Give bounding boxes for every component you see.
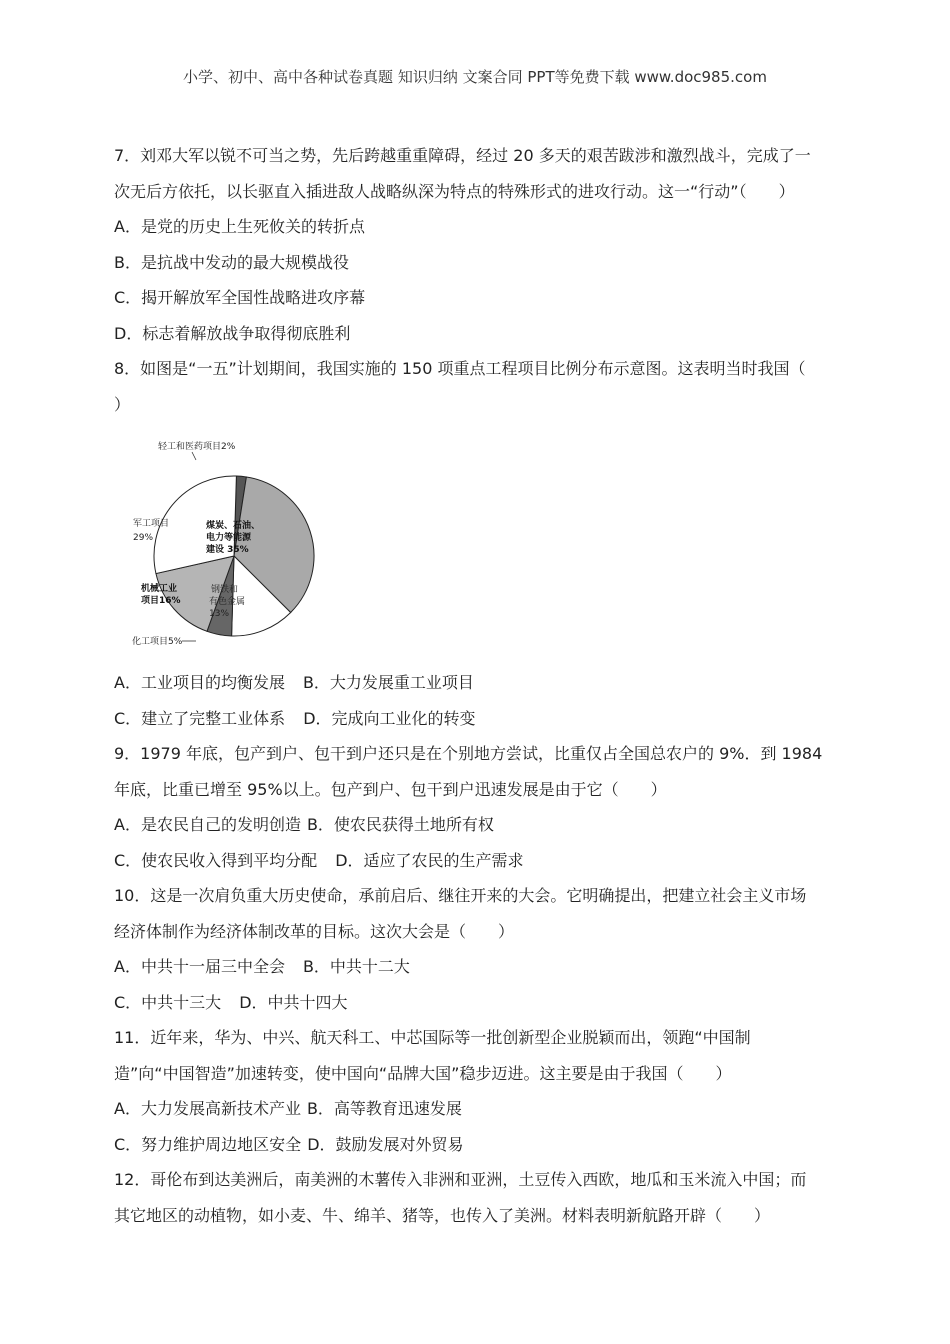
pie-chart <box>114 428 354 665</box>
option-b: B．大力发展重工业项目 <box>302 673 474 692</box>
pie-label-steel-1: 钢铁和 <box>211 585 239 595</box>
question-text-line: 8．如图是“一五”计划期间，我国实施的 150 项重点工程项目比例分布示意图。这表明当时我国（ <box>114 359 806 378</box>
option-d: D．中共十四大 <box>239 992 348 1012</box>
option-row <box>114 807 844 843</box>
option-row <box>114 843 844 879</box>
option-c: C．建立了完整工业体系 <box>114 708 286 728</box>
pie-label-military-1: 军工项目 <box>133 519 170 529</box>
question-10 <box>114 878 844 1020</box>
pie-chart-figure <box>114 428 844 665</box>
option-c: C．中共十三大 <box>114 992 222 1012</box>
pie-label-steel-3: 13% <box>209 609 230 619</box>
document-body <box>114 138 844 1233</box>
question-text-line: ） <box>114 394 131 414</box>
question-12 <box>114 1162 844 1233</box>
option-b: B．中共十二大 <box>302 957 410 976</box>
question-text-line: 经济体制作为经济体制改革的目标。这次大会是（ ） <box>114 921 515 941</box>
option-d: D．完成向工业化的转变 <box>303 708 476 728</box>
option-c: C．使农民收入得到平均分配 <box>114 850 318 870</box>
pie-label-energy-3: 建设 35% <box>206 545 249 555</box>
question-text-line: 12．哥伦布到达美洲后，南美洲的木薯传入非洲和亚洲，土豆传入西欧，地瓜和玉米流入中国；而 <box>114 1170 807 1189</box>
question-text-line: 年底，比重已增至 95%以上。包产到户、包干到户迅速发展是由于它（ ） <box>114 779 667 799</box>
option-b: B．是抗战中发动的最大规模战役 <box>114 252 349 272</box>
option-a: A．工业项目的均衡发展 <box>114 673 285 692</box>
question-9 <box>114 736 844 878</box>
pie-label-military-2: 29% <box>133 533 154 543</box>
pie-label-light-industry: 轻工和医药项目2% <box>158 442 236 452</box>
option-d: D．鼓励发展对外贸易 <box>307 1134 464 1154</box>
pie-label-chemical: 化工项目5% <box>132 637 183 647</box>
option-a: A．中共十一届三中全会 <box>114 957 285 976</box>
option-row <box>114 1091 844 1127</box>
option-a: A．是党的历史上生死攸关的转折点 <box>114 217 365 236</box>
option-row <box>114 949 844 985</box>
question-text-line: 11．近年来，华为、中兴、航天科工、中芯国际等一批创新型企业脱颖而出，领跑“中国制 <box>114 1028 751 1047</box>
question-text-line: 9．1979 年底，包产到户、包干到户还只是在个别地方尝试，比重仅占全国总农户的 9%．到 1984 <box>114 744 823 763</box>
option-row <box>114 1127 844 1163</box>
option-d: D．标志着解放战争取得彻底胜利 <box>114 323 351 343</box>
question-text-line: 其它地区的动植物，如小麦、牛、绵羊、猪等，也传入了美洲。材料表明新航路开辟（ ） <box>114 1205 771 1225</box>
option-a: A．大力发展高新技术产业 <box>114 1099 301 1118</box>
option-b: B．高等教育迅速发展 <box>306 1099 462 1118</box>
question-11 <box>114 1020 844 1162</box>
question-8 <box>114 351 844 736</box>
pie-label-steel-2: 有色金属 <box>209 597 246 607</box>
option-row <box>114 701 844 737</box>
pie-label-machinery-1: 机械工业 <box>141 584 178 594</box>
option-d: D．适应了农民的生产需求 <box>335 850 524 870</box>
question-text-line: 次无后方依托，以长驱直入插进敌人战略纵深为特点的特殊形式的进攻行动。这一“行动”（ ） <box>114 181 795 201</box>
option-a: A．是农民自己的发明创造 <box>114 815 301 834</box>
question-text-line: 7．刘邓大军以锐不可当之势，先后跨越重重障碍，经过 20 多天的艰苦跋涉和激烈战斗，完成了一 <box>114 146 811 165</box>
question-text-line: 造”向“中国智造”加速转变，使中国向“品牌大国”稳步迈进。这主要是由于我国（ ） <box>114 1063 732 1083</box>
option-row <box>114 665 844 701</box>
question-7 <box>114 138 844 351</box>
option-row <box>114 985 844 1021</box>
question-text-line: 10．这是一次肩负重大历史使命，承前启后、继往开来的大会。它明确提出，把建立社会主义市场 <box>114 886 807 905</box>
option-c: C．揭开解放军全国性战略进攻序幕 <box>114 288 366 307</box>
pie-label-energy-2: 电力等能源 <box>206 533 252 543</box>
option-c: C．努力维护周边地区安全 <box>114 1134 302 1154</box>
option-b: B．使农民获得土地所有权 <box>306 815 494 834</box>
pie-label-machinery-2: 项目16% <box>141 596 181 606</box>
page-header: 小学、初中、高中各种试卷真题 知识归纳 文案合同 PPT等免费下载 www.doc985.com <box>183 68 767 86</box>
pie-label-energy-1: 煤炭、石油、 <box>206 521 261 531</box>
